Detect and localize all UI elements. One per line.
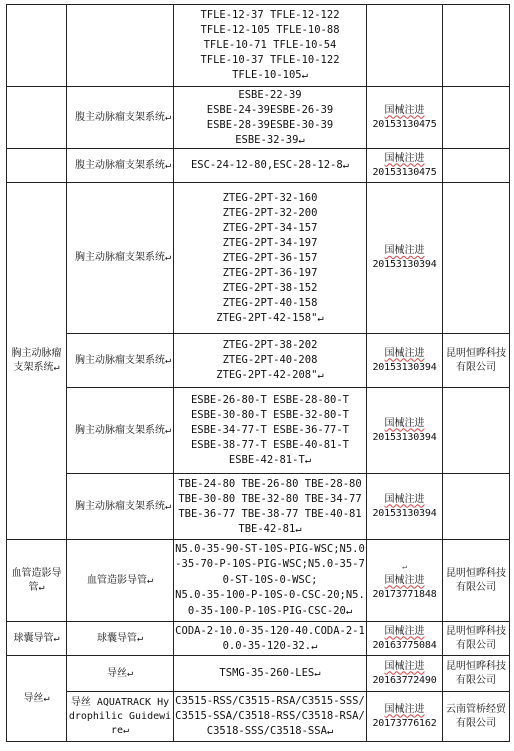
spec-cell bbox=[174, 334, 367, 388]
subcategory-cell: 胸主动脉瘤支架系统↵ bbox=[67, 388, 174, 474]
reg-cell bbox=[367, 87, 443, 149]
reg-number: 20173771848 bbox=[372, 588, 437, 600]
reg-number: 20153130475 bbox=[372, 166, 437, 178]
company-cell: 昆明恒晔科技有限公司 bbox=[443, 334, 510, 388]
subcategory-cell: 球囊导管↵ bbox=[67, 622, 174, 656]
reg-cell bbox=[367, 474, 443, 540]
spec-text: TSMG-35-260-LES↵ bbox=[219, 667, 321, 679]
spec-cell bbox=[174, 540, 367, 622]
subcategory-cell: 胸主动脉瘤支架系统↵ bbox=[67, 334, 174, 388]
reg-name: 国械注进 bbox=[384, 625, 425, 637]
reg-cell bbox=[367, 622, 443, 656]
category-guidewire: 导丝↵ bbox=[7, 656, 67, 742]
reg-name: 国械注进 bbox=[384, 104, 425, 116]
reg-name: 国械注进 bbox=[384, 152, 425, 164]
reg-cell bbox=[367, 183, 443, 334]
company-cell: 昆明恒晔科技有限公司 bbox=[443, 622, 510, 656]
category-cell bbox=[7, 87, 67, 149]
reg-name: 国械注进 bbox=[384, 347, 425, 359]
category-cell bbox=[7, 149, 67, 183]
reg-cell bbox=[367, 334, 443, 388]
spec-text: TFLE-12-37 TFLE-12-122 TFLE-12-105 TFLE-10-88 TFLE-10-71 TFLE-10-54 TFLE-10-37 TFLE-10-122 TFLE-10-105↵ bbox=[200, 9, 340, 81]
reg-number: 20153130475 bbox=[372, 118, 437, 130]
company-cell bbox=[443, 149, 510, 183]
reg-number: 20163772490 bbox=[372, 674, 437, 686]
spec-cell bbox=[174, 692, 367, 742]
return-mark: ↵ bbox=[402, 561, 407, 571]
company-cell: 昆明恒晔科技有限公司 bbox=[443, 540, 510, 622]
reg-number: 20153130394 bbox=[372, 361, 437, 373]
spec-cell bbox=[174, 656, 367, 692]
reg-cell bbox=[367, 388, 443, 474]
table-row bbox=[7, 540, 510, 622]
table-row bbox=[7, 656, 510, 692]
company-cell: 昆明恒晔科技有限公司 bbox=[443, 656, 510, 692]
reg-name: 国械注进 bbox=[384, 493, 425, 505]
reg-cell bbox=[367, 692, 443, 742]
category-angio: 血管造影导管↵ bbox=[7, 540, 67, 622]
table-row bbox=[7, 5, 510, 87]
spec-text: ESC-24-12-80,ESC-28-12-8↵ bbox=[190, 159, 350, 171]
category-thoracic: 胸主动脉瘤支架系统↵ bbox=[7, 183, 67, 540]
spec-cell bbox=[174, 5, 367, 87]
subcategory-cell: 胸主动脉瘤支架系统↵ bbox=[67, 183, 174, 334]
reg-cell bbox=[367, 540, 443, 622]
subcategory-cell: 腹主动脉瘤支架系统↵ bbox=[67, 149, 174, 183]
spec-cell bbox=[174, 474, 367, 540]
subcategory-cell: 胸主动脉瘤支架系统↵ bbox=[67, 474, 174, 540]
spec-text: ESBE-26-80-T ESBE-28-80-T ESBE-30-80-T ESBE-32-80-T ESBE-34-77-T ESBE-36-77-T ESBE-38-77-T ESBE-40-81-T ESBE-42-81-T↵ bbox=[190, 394, 350, 466]
subcategory-cell: 导丝 AQUATRACK Hydrophilic Guidewire↵ bbox=[67, 692, 174, 742]
spec-text: N5.0-35-90-ST-10S-PIG-WSC;N5.0-35-70-P-10S-PIG-WSC;N5.0-35-70-ST-10S-0-WSC; N5.0-35-100-P-10S-0-CSC-20;N5.0-35-100-P-10S-PIG-CSC-20↵ bbox=[175, 542, 365, 617]
table-row bbox=[7, 87, 510, 149]
subcategory-cell bbox=[67, 5, 174, 87]
company-cell bbox=[443, 87, 510, 149]
spec-cell bbox=[174, 183, 367, 334]
reg-name: 国械注进 bbox=[384, 245, 425, 256]
reg-name: 国械注进 bbox=[384, 417, 425, 429]
category-balloon: 球囊导管↵ bbox=[7, 622, 67, 656]
spec-text: C3515-RSS/C3515-RSA/C3515-SSS/C3515-SSA/C3518-RSS/C3518-RSA/C3518-SSS/C3518-SSA↵ bbox=[175, 695, 365, 737]
reg-number: 20163775084 bbox=[372, 639, 437, 651]
table-row bbox=[7, 334, 510, 388]
table-row bbox=[7, 692, 510, 742]
reg-cell bbox=[367, 149, 443, 183]
table-row bbox=[7, 388, 510, 474]
table-row bbox=[7, 474, 510, 540]
company-cell bbox=[443, 5, 510, 87]
reg-number: 20153130394 bbox=[372, 507, 437, 519]
spec-text: ZTEG-2PT-38-202 ZTEG-2PT-40-208 ZTEG-2PT-42-208"↵ bbox=[216, 339, 324, 381]
company-cell bbox=[443, 183, 510, 334]
subcategory-cell: 导丝↵ bbox=[67, 656, 174, 692]
company-cell bbox=[443, 474, 510, 540]
table-row bbox=[7, 183, 510, 334]
reg-number: 20153130394 bbox=[372, 431, 437, 443]
spec-cell bbox=[174, 388, 367, 474]
category-cell bbox=[7, 5, 67, 87]
table-row bbox=[7, 622, 510, 656]
subcategory-cell: 腹主动脉瘤支架系统↵ bbox=[67, 87, 174, 149]
company-cell: 云南管桥经贸有限公司 bbox=[443, 692, 510, 742]
spec-text: CODA-2-10.0-35-120-40.CODA-2-10.0-35-120-32.↵ bbox=[175, 624, 365, 652]
subcategory-cell: 血管造影导管↵ bbox=[67, 540, 174, 622]
reg-cell bbox=[367, 5, 443, 87]
spec-cell bbox=[174, 622, 367, 656]
reg-cell bbox=[367, 656, 443, 692]
spec-text: TBE-24-80 TBE-26-80 TBE-28-80 TBE-30-80 TBE-32-80 TBE-34-77 TBE-36-77 TBE-38-77 TBE-40-81 TBE-42-81↵ bbox=[178, 477, 362, 535]
reg-name: 国械注进 bbox=[384, 703, 425, 715]
table-row bbox=[7, 149, 510, 183]
reg-name: 国械注进 bbox=[384, 660, 425, 672]
spec-text: ESBE-22-39 ESBE-24-39ESBE-26-39 ESBE-28-39ESBE-30-39 ESBE-32-39↵ bbox=[206, 88, 334, 146]
reg-name: 国械注进 bbox=[384, 574, 425, 586]
spec-text: ZTEG-2PT-32-160 ZTEG-2PT-32-200 ZTEG-2PT-34-157 ZTEG-2PT-34-197 ZTEG-2PT-36-157 ZTEG-2PT-36-197 ZTEG-2PT-38-152 ZTEG-2PT-40-158 ZTEG-2PT-42-158"↵ bbox=[216, 191, 324, 324]
reg-number: 20153130394 bbox=[372, 259, 437, 270]
reg-number: 20173776162 bbox=[372, 717, 437, 729]
product-table bbox=[6, 4, 510, 742]
company-cell bbox=[443, 388, 510, 474]
spec-cell bbox=[174, 149, 367, 183]
spec-cell bbox=[174, 87, 367, 149]
